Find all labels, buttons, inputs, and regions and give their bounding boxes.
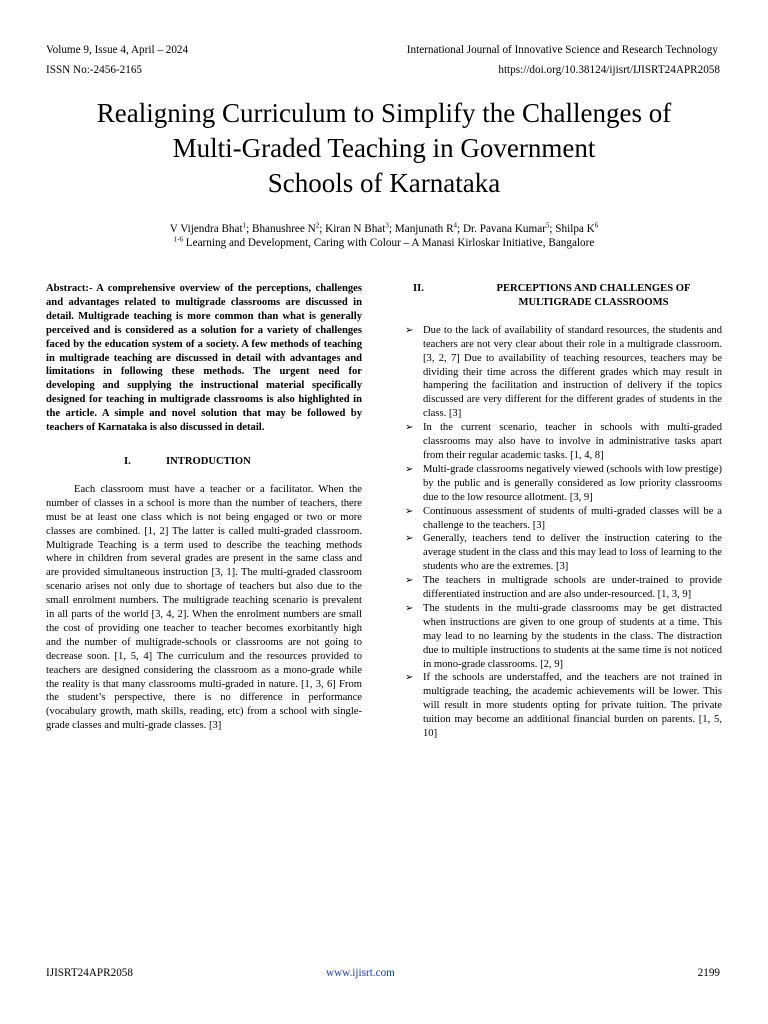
author-separator: ; xyxy=(388,223,395,235)
affiliation-mark: 1-6 xyxy=(173,235,183,244)
author-affiliation-mark: 6 xyxy=(594,221,599,230)
section-number: I. xyxy=(124,455,131,467)
arrow-bullet-icon: ➢ xyxy=(405,672,414,684)
page-number: 2199 xyxy=(697,967,720,979)
author-name: V Vijendra Bhat xyxy=(169,223,243,235)
list-item xyxy=(405,532,722,574)
list-item-text: Due to the lack of availability of standard resources, the students and teachers are not very clear about their role in a multigrade classroom. [3, 2, 7] Due to availability of teaching resources, teachers may be dividing their time across the different grades which may result in hampering the facilitation and instruction of delivery if the topics discussed are very different for the different grades of students in the class. [3] xyxy=(423,324,722,420)
affiliation-text: Learning and Development, Caring with Colour – A Manasi Kirloskar Initiative, Bangalore xyxy=(182,237,595,249)
journal-issn: ISSN No:-2456-2165 xyxy=(46,64,143,76)
author-name: Dr. Pavana Kumar xyxy=(462,223,546,235)
list-item-text: Continuous assessment of students of multi-graded classes will be a challenge to the teachers. [3] xyxy=(423,505,722,531)
right-column xyxy=(405,282,722,741)
section-number: II. xyxy=(413,283,424,294)
arrow-bullet-icon: ➢ xyxy=(405,505,414,517)
list-item xyxy=(405,324,722,421)
author-affiliation-mark: 3 xyxy=(385,221,389,230)
arrow-bullet-icon: ➢ xyxy=(405,602,414,614)
section-heading-introduction xyxy=(46,455,362,469)
author-name: Bhanushree N xyxy=(252,223,316,235)
list-item-text: The teachers in multigrade schools are under-trained to provide differentiated instruction and are also under-resourced. [1, 3, 9] xyxy=(423,575,722,601)
author-affiliation-mark: 1 xyxy=(242,221,247,230)
list-item xyxy=(405,421,722,463)
list-item xyxy=(405,574,722,602)
left-column xyxy=(46,282,362,733)
arrow-bullet-icon: ➢ xyxy=(405,575,414,587)
author-affiliation-mark: 5 xyxy=(545,221,550,230)
list-item-text: The students in the multi-grade classrooms may be get distracted when instructions are given to one group of students at a time. This may lead to no learning by the students in the class. The distraction due to multiple instructions to students at the same time is not noticed in mono-grade classrooms. [2, 9] xyxy=(423,602,722,670)
arrow-bullet-icon: ➢ xyxy=(405,463,414,475)
footer-article-id: IJISRT24APR2058 xyxy=(46,967,133,979)
journal-name: International Journal of Innovative Science and Research Technology xyxy=(406,44,718,56)
affiliation xyxy=(40,236,728,250)
section-title: INTRODUCTION xyxy=(166,455,251,467)
author-name: Kiran N Bhat xyxy=(325,223,386,235)
section-title xyxy=(465,282,722,310)
list-item xyxy=(405,463,722,505)
author-affiliation-mark: 2 xyxy=(315,221,320,230)
arrow-bullet-icon: ➢ xyxy=(405,533,414,545)
list-item xyxy=(405,505,722,533)
author-separator: ; xyxy=(549,223,556,235)
title-line: Multi-Graded Teaching in Government xyxy=(172,133,596,163)
arrow-bullet-icon: ➢ xyxy=(405,422,414,434)
list-item-text: In the current scenario, teacher in schools with multi-graded classrooms may also have to involve in administrative tasks apart from their regular academic tasks. [1, 4, 8] xyxy=(423,422,722,461)
journal-volume: Volume 9, Issue 4, April – 2024 xyxy=(46,44,189,56)
challenges-list xyxy=(405,324,722,741)
list-item xyxy=(405,671,722,741)
introduction-paragraph: Each classroom must have a teacher or a facilitator. When the number of classes in a school is more than the number of teachers, there must be at least one class which is not being engaged or two or more classes are combined. [1, 2] The latter is called multi-graded classroom. Multigrade Teaching is a term used to describe the teaching methods where in children from several grades are present in the same class and are provided simultaneous instruction [3, 1]. The multi-graded classroom scenario arises not only due to shortage of teachers but also due to the small enrolment numbers. The multigrade teaching scenario is prevalent in all parts of the world [3, 4, 2]. When the enrolment numbers are small the cost of providing one teacher to teacher becomes exorbitantly high and the number of multigrade-schools or classrooms are not going to decrease soon. [1, 5, 4] The curriculum and the resources provided to teachers are designed considering the classroom as a mono-grade while the reality is that many classrooms multi-graded in nature. [1, 3, 6] From the student’s perspective, there is no difference in performance (vocabulary growth, math skills, reading, etc) from a school with single-grade classes and multi-grade classes. [3] xyxy=(46,483,362,732)
arrow-bullet-icon: ➢ xyxy=(405,324,414,336)
list-item-text: Multi-grade classrooms negatively viewed (schools with low prestige) by the public and is generally considered as low priority classrooms due to the low resource allotment. [3, 9] xyxy=(423,463,722,503)
author-name: Shilpa K xyxy=(555,223,595,235)
section-heading-perceptions xyxy=(405,282,722,310)
author-list xyxy=(40,222,728,236)
paper-title xyxy=(40,96,728,201)
footer-website-link[interactable]: www.ijisrt.com xyxy=(326,967,395,979)
section-title-line: MULTIGRADE CLASSROOMS xyxy=(518,296,669,308)
author-affiliation-mark: 4 xyxy=(453,221,458,230)
list-item-text: If the schools are understaffed, and the teachers are not trained in multigrade teaching, the academic achievements will be lower. This will result in more students opting for private tuition. The private tuition may become an additional financial burden on parents. [1, 5, 10] xyxy=(423,672,722,740)
article-doi[interactable]: https://doi.org/10.38124/ijisrt/IJISRT24APR2058 xyxy=(498,64,720,76)
author-block xyxy=(40,222,728,250)
list-item-text: Generally, teachers tend to deliver the instruction catering to the average student in the class and this may lead to loss of learning to the students who are the extremes. [3] xyxy=(423,533,722,573)
author-separator: ; xyxy=(457,223,463,235)
title-line: Schools of Karnataka xyxy=(267,168,501,198)
title-line: Realigning Curriculum to Simplify the Challenges of xyxy=(96,98,672,128)
author-separator: ; xyxy=(319,223,326,235)
list-item xyxy=(405,602,722,672)
author-name: Manjunath R xyxy=(394,223,454,235)
abstract: Abstract:- A comprehensive overview of the perceptions, challenges and advantages related to multigrade classrooms are discussed in detail. Multigrade teaching is more common than what is generally perceived and is considered as a solution for a variety of challenges faced by the education system of a society. A few methods of teaching in multigrade teaching are discussed in detail with advantages and limitations in following these methods. The urgent need for developing and supplying the instructional material specifically designed for teaching in multigrade classrooms is also highlighted in the article. A simple and novel solution that may be followed by teachers of Karnataka is also discussed in detail. xyxy=(46,283,362,434)
section-title-line: PERCEPTIONS AND CHALLENGES OF xyxy=(496,283,691,294)
author-separator: ; xyxy=(246,223,252,235)
